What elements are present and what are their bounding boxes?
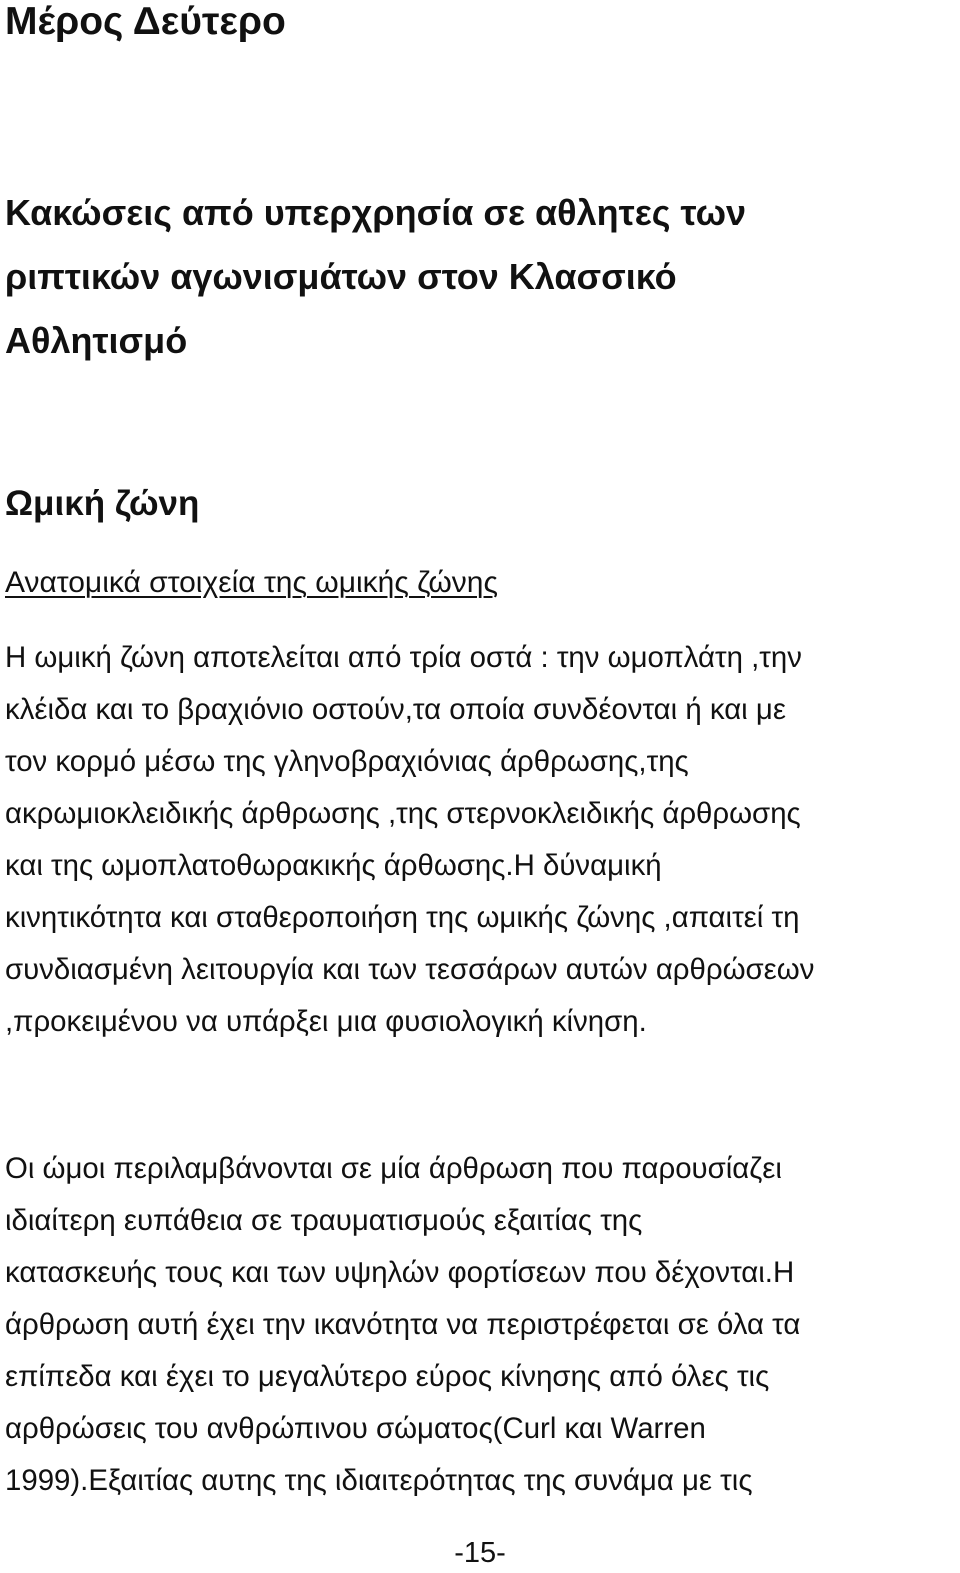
section-title: Ωμική ζώνη	[5, 484, 200, 523]
paragraph-line: συνδιασμένη λειτουργία και των τεσσάρων αυτών αρθρώσεων	[5, 953, 815, 986]
paragraph-line: 1999).Εξαιτίας αυτης της ιδιαιτερότητας της συνάμα με τις	[5, 1464, 753, 1497]
paragraph-line: Οι ώμοι περιλαμβάνονται σε μία άρθρωση που παρουσίαζει	[5, 1152, 782, 1185]
paragraph-line: ακρωμιοκλειδικής άρθρωσης ,της στερνοκλειδικής άρθρωσης	[5, 797, 801, 830]
paragraph-line: επίπεδα και έχει το μεγαλύτερο εύρος κίνησης από όλες τις	[5, 1360, 770, 1393]
paragraph-shoulder	[5, 1143, 960, 1507]
subsection-title: Ανατομικά στοιχεία της ωμικής ζώνης	[5, 566, 498, 599]
paragraph-line: κινητικότητα και σταθεροποιήση της ωμικής ζώνης ,απαιτεί τη	[5, 901, 800, 934]
paragraph-line: και της ωμοπλατοθωρακικής άρθωσης.Η δύναμική	[5, 849, 662, 882]
paragraph-line: ,προκειμένου να υπάρξει μια φυσιολογική κίνηση.	[5, 1005, 647, 1038]
chapter-title-line: Κακώσεις από υπερχρησία σε αθλητες των	[5, 192, 747, 233]
paragraph-line: κλέιδα και το βραχιόνιο οστούν,τα οποία συνδέονται ή και με	[5, 693, 786, 726]
paragraph-line: ιδιαίτερη ευπάθεια σε τραυματισμούς εξαιτίας της	[5, 1204, 643, 1237]
paragraph-line: Η ωμική ζώνη αποτελείται από τρία οστά : την ωμοπλάτη ,την	[5, 641, 802, 674]
chapter-title-line: ριπτικών αγωνισμάτων στον Κλασσικό	[5, 256, 677, 297]
paragraph-line: κατασκευής τους και των υψηλών φορτίσεων που δέχονται.Η	[5, 1256, 795, 1289]
paragraph-line: τον κορμό μέσω της γληνοβραχιόνιας άρθρωσης,της	[5, 745, 689, 778]
chapter-title-line: Αθλητισμό	[5, 320, 188, 361]
page-number: -15-	[454, 1537, 506, 1569]
paragraph-anatomy	[5, 632, 960, 1048]
paragraph-line: αρθρώσεις του ανθρώπινου σώματος(Curl και Warren	[5, 1412, 706, 1445]
paragraph-line: άρθρωση αυτή έχει την ικανότητα να περιστρέφεται σε όλα τα	[5, 1308, 801, 1341]
chapter-title	[5, 181, 905, 373]
part-title: Μέρος Δεύτερο	[5, 0, 286, 43]
